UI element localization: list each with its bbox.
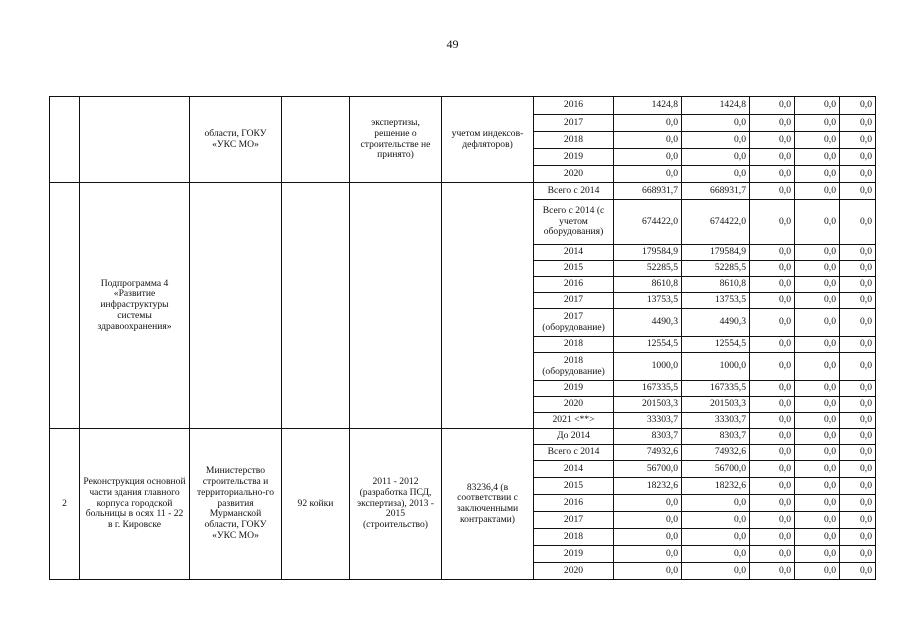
value-cell: 0,0: [795, 261, 840, 277]
value-cell: 74932,6: [682, 445, 750, 461]
value-cell: 8303,7: [614, 429, 682, 445]
value-cell: 0,0: [840, 149, 876, 166]
year-cell: Всего с 2014: [534, 183, 614, 200]
value-cell: 0,0: [840, 293, 876, 309]
value-cell: 0,0: [795, 397, 840, 413]
value-cell: 0,0: [795, 512, 840, 529]
table-row: [50, 183, 876, 200]
value-cell: 0,0: [840, 97, 876, 115]
table-row: [50, 429, 876, 445]
year-cell: 2018: [534, 337, 614, 353]
year-cell: 2017 (оборудование): [534, 309, 614, 337]
year-cell: 2018: [534, 529, 614, 546]
value-cell: 18232,6: [682, 478, 750, 495]
value-cell: 0,0: [795, 200, 840, 245]
capacity-cell: [282, 97, 350, 183]
year-cell: 2020: [534, 166, 614, 183]
value-cell: 0,0: [750, 200, 795, 245]
value-cell: 4490,3: [682, 309, 750, 337]
value-cell: 0,0: [614, 512, 682, 529]
value-cell: 1000,0: [614, 353, 682, 381]
value-cell: 0,0: [840, 445, 876, 461]
value-cell: 0,0: [840, 512, 876, 529]
value-cell: 0,0: [750, 413, 795, 429]
value-cell: 13753,5: [682, 293, 750, 309]
number-cell: [50, 183, 80, 429]
value-cell: 0,0: [840, 277, 876, 293]
value-cell: 0,0: [795, 478, 840, 495]
value-cell: 0,0: [750, 512, 795, 529]
value-cell: 0,0: [682, 166, 750, 183]
year-cell: 2014: [534, 245, 614, 261]
year-cell: 2016: [534, 495, 614, 512]
year-cell: 2015: [534, 261, 614, 277]
value-cell: 56700,0: [614, 461, 682, 478]
value-cell: 0,0: [750, 132, 795, 149]
year-cell: 2021 <**>: [534, 413, 614, 429]
cost-cell: [442, 183, 534, 429]
value-cell: 52285,5: [682, 261, 750, 277]
value-cell: 0,0: [750, 97, 795, 115]
value-cell: 0,0: [795, 546, 840, 563]
value-cell: 0,0: [750, 293, 795, 309]
value-cell: 1000,0: [682, 353, 750, 381]
year-cell: 2019: [534, 381, 614, 397]
value-cell: 0,0: [750, 261, 795, 277]
value-cell: 0,0: [750, 529, 795, 546]
value-cell: 0,0: [795, 529, 840, 546]
value-cell: 0,0: [840, 245, 876, 261]
value-cell: 0,0: [840, 166, 876, 183]
value-cell: 0,0: [682, 512, 750, 529]
cost-cell: 83236,4 (в соответствии с заключенными контрактами): [442, 429, 534, 580]
value-cell: 0,0: [795, 293, 840, 309]
value-cell: 0,0: [840, 200, 876, 245]
value-cell: 0,0: [840, 132, 876, 149]
value-cell: 0,0: [840, 115, 876, 132]
value-cell: 668931,7: [614, 183, 682, 200]
value-cell: 0,0: [795, 445, 840, 461]
value-cell: 8610,8: [614, 277, 682, 293]
value-cell: 0,0: [795, 149, 840, 166]
value-cell: 13753,5: [614, 293, 682, 309]
name-cell: [80, 97, 190, 183]
year-cell: До 2014: [534, 429, 614, 445]
period-cell: [350, 183, 442, 429]
value-cell: 0,0: [682, 115, 750, 132]
value-cell: 0,0: [750, 397, 795, 413]
year-cell: 2017: [534, 512, 614, 529]
value-cell: 0,0: [750, 353, 795, 381]
year-cell: 2019: [534, 149, 614, 166]
year-cell: 2014: [534, 461, 614, 478]
value-cell: 0,0: [614, 166, 682, 183]
value-cell: 0,0: [682, 563, 750, 580]
value-cell: 12554,5: [614, 337, 682, 353]
value-cell: 0,0: [750, 337, 795, 353]
program-table: [49, 96, 876, 580]
value-cell: 0,0: [750, 149, 795, 166]
executor-cell: области, ГОКУ «УКС МО»: [190, 97, 282, 183]
value-cell: 0,0: [840, 495, 876, 512]
value-cell: 0,0: [795, 183, 840, 200]
year-cell: 2016: [534, 97, 614, 115]
year-cell: Всего с 2014 (с учетом оборудования): [534, 200, 614, 245]
subprogram-name-cell: Подпрограмма 4 «Развитие инфраструктуры системы здравоохранения»: [80, 183, 190, 429]
value-cell: 0,0: [840, 478, 876, 495]
value-cell: 0,0: [840, 529, 876, 546]
value-cell: 674422,0: [614, 200, 682, 245]
page-number: 49: [446, 37, 459, 51]
year-cell: 2020: [534, 563, 614, 580]
table-row: [50, 97, 876, 115]
year-cell: Всего с 2014: [534, 445, 614, 461]
value-cell: 0,0: [614, 149, 682, 166]
value-cell: 0,0: [682, 546, 750, 563]
value-cell: 52285,5: [614, 261, 682, 277]
value-cell: 0,0: [750, 277, 795, 293]
value-cell: 18232,6: [614, 478, 682, 495]
year-cell: 2015: [534, 478, 614, 495]
value-cell: 0,0: [750, 478, 795, 495]
value-cell: 0,0: [750, 495, 795, 512]
value-cell: 0,0: [682, 529, 750, 546]
cost-note-cell: учетом индексов-дефляторов): [442, 97, 534, 183]
value-cell: 1424,8: [682, 97, 750, 115]
value-cell: 8610,8: [682, 277, 750, 293]
value-cell: 33303,7: [614, 413, 682, 429]
period-cell: 2011 - 2012 (разработка ПСД, экспертиза), 2013 - 2015 (строительство): [350, 429, 442, 580]
year-cell: 2018: [534, 132, 614, 149]
executor-cell: [190, 183, 282, 429]
value-cell: 0,0: [682, 132, 750, 149]
value-cell: 201503,3: [614, 397, 682, 413]
capacity-cell: 92 койки: [282, 429, 350, 580]
value-cell: 0,0: [750, 563, 795, 580]
value-cell: 0,0: [614, 563, 682, 580]
value-cell: 0,0: [750, 183, 795, 200]
value-cell: 179584,9: [682, 245, 750, 261]
value-cell: 0,0: [840, 546, 876, 563]
value-cell: 0,0: [840, 261, 876, 277]
value-cell: 0,0: [614, 546, 682, 563]
year-cell: 2017: [534, 115, 614, 132]
value-cell: 0,0: [840, 381, 876, 397]
value-cell: 0,0: [750, 461, 795, 478]
value-cell: 0,0: [840, 309, 876, 337]
value-cell: 0,0: [840, 337, 876, 353]
value-cell: 0,0: [750, 381, 795, 397]
value-cell: 0,0: [795, 429, 840, 445]
value-cell: 0,0: [840, 353, 876, 381]
object-name-cell: Реконструкция основной части здания главного корпуса городской больницы в осях 11 - 22 в г. Кировске: [80, 429, 190, 580]
value-cell: 201503,3: [682, 397, 750, 413]
value-cell: 0,0: [795, 309, 840, 337]
number-cell: [50, 97, 80, 183]
value-cell: 0,0: [795, 97, 840, 115]
value-cell: 0,0: [750, 546, 795, 563]
value-cell: 0,0: [682, 495, 750, 512]
value-cell: 0,0: [750, 166, 795, 183]
value-cell: 0,0: [840, 397, 876, 413]
value-cell: 0,0: [795, 245, 840, 261]
value-cell: 0,0: [840, 461, 876, 478]
year-cell: 2016: [534, 277, 614, 293]
value-cell: 1424,8: [614, 97, 682, 115]
value-cell: 0,0: [840, 429, 876, 445]
value-cell: 0,0: [750, 429, 795, 445]
executor-cell: Министерство строительства и территориально-го развития Мурманской области, ГОКУ «УКС МО»: [190, 429, 282, 580]
value-cell: 0,0: [750, 115, 795, 132]
value-cell: 74932,6: [614, 445, 682, 461]
value-cell: 0,0: [795, 166, 840, 183]
value-cell: 0,0: [795, 413, 840, 429]
value-cell: 0,0: [614, 115, 682, 132]
value-cell: 0,0: [795, 563, 840, 580]
value-cell: 0,0: [795, 353, 840, 381]
value-cell: 0,0: [795, 132, 840, 149]
value-cell: 668931,7: [682, 183, 750, 200]
status-cell: экспертизы, решение о строительстве не принято): [350, 97, 442, 183]
value-cell: 0,0: [840, 563, 876, 580]
value-cell: 0,0: [795, 495, 840, 512]
value-cell: 0,0: [750, 245, 795, 261]
value-cell: 0,0: [614, 495, 682, 512]
value-cell: 12554,5: [682, 337, 750, 353]
value-cell: 0,0: [795, 277, 840, 293]
capacity-cell: [282, 183, 350, 429]
value-cell: 0,0: [682, 149, 750, 166]
value-cell: 4490,3: [614, 309, 682, 337]
value-cell: 0,0: [840, 183, 876, 200]
value-cell: 56700,0: [682, 461, 750, 478]
value-cell: 0,0: [795, 337, 840, 353]
year-cell: 2019: [534, 546, 614, 563]
year-cell: 2020: [534, 397, 614, 413]
value-cell: 0,0: [795, 461, 840, 478]
year-cell: 2017: [534, 293, 614, 309]
value-cell: 0,0: [750, 309, 795, 337]
value-cell: 0,0: [614, 132, 682, 149]
value-cell: 167335,5: [614, 381, 682, 397]
number-cell: 2: [50, 429, 80, 580]
value-cell: 8303,7: [682, 429, 750, 445]
value-cell: 33303,7: [682, 413, 750, 429]
value-cell: 674422,0: [682, 200, 750, 245]
value-cell: 0,0: [795, 381, 840, 397]
value-cell: 167335,5: [682, 381, 750, 397]
value-cell: 0,0: [750, 445, 795, 461]
value-cell: 0,0: [614, 529, 682, 546]
value-cell: 179584,9: [614, 245, 682, 261]
value-cell: 0,0: [795, 115, 840, 132]
value-cell: 0,0: [840, 413, 876, 429]
year-cell: 2018 (оборудование): [534, 353, 614, 381]
